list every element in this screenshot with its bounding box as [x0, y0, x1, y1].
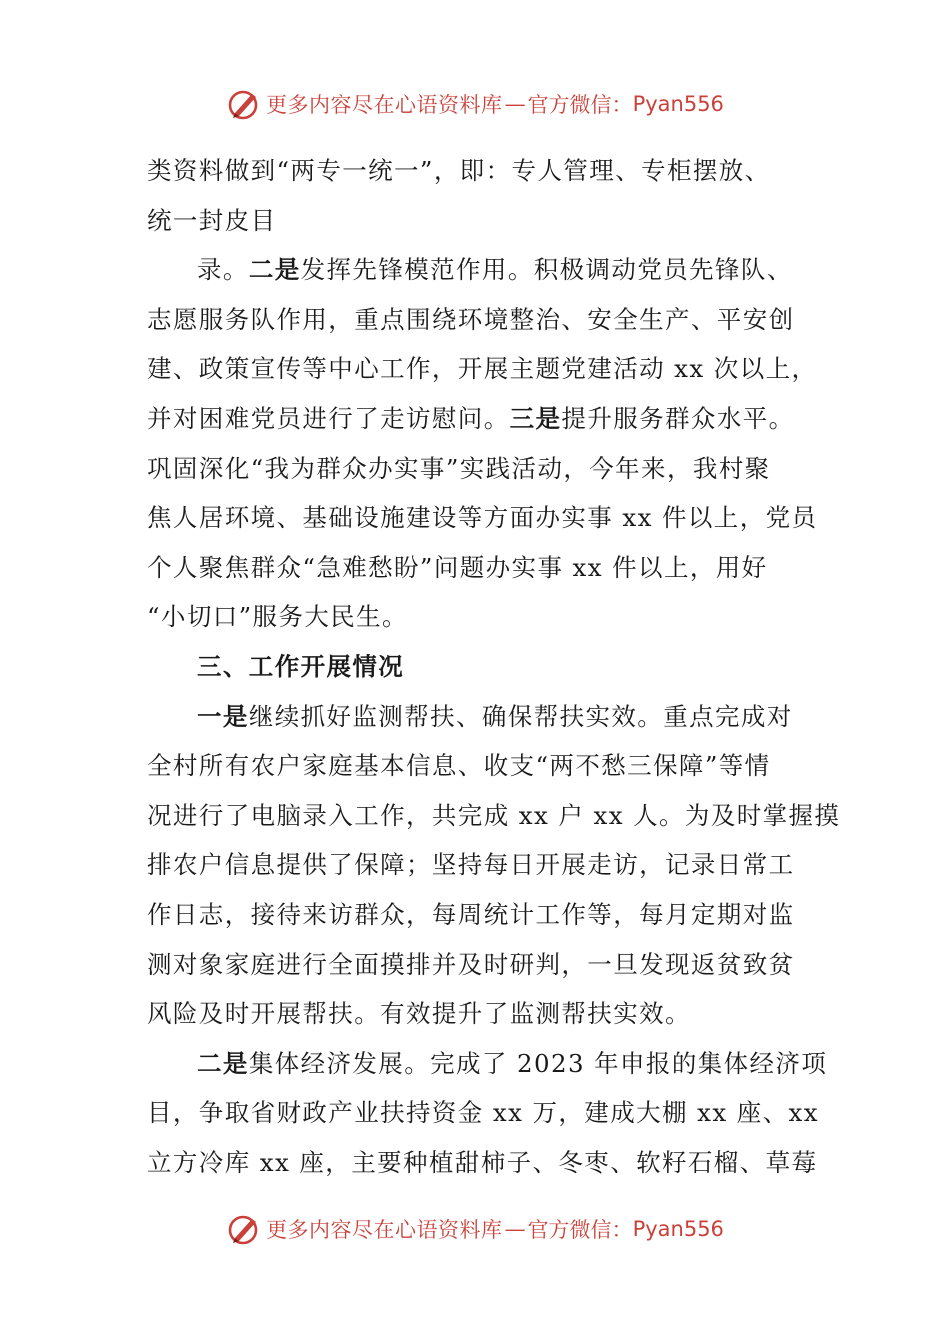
- paragraph-line: [147, 543, 807, 593]
- paragraph-line: [147, 245, 807, 295]
- body-text: 风险及时开展帮扶。有效提升了监测帮扶实效。: [147, 999, 691, 1029]
- body-text: 三、工作开展情况: [197, 651, 405, 681]
- watermark-wechat-id: Pyan556: [632, 1217, 724, 1241]
- watermark-text: 更多内容尽在心语资料库: [266, 1218, 503, 1242]
- paragraph-line: [147, 493, 818, 543]
- paragraph-line: [147, 394, 807, 444]
- body-text: 建、政策宣传等中心工作，开展主题党建活动 xx 次以上，: [147, 354, 818, 384]
- emphasis-text: 二是: [197, 1048, 249, 1078]
- body-text: 作日志，接待来访群众，每周统计工作等，每月定期对监: [147, 899, 795, 929]
- body-text: 全村所有农户家庭基本信息、收支“两不愁三保障”等情: [147, 751, 771, 781]
- watermark-text: 更多内容尽在心语资料库: [266, 93, 503, 117]
- paragraph-line: [147, 1088, 819, 1138]
- emphasis-text: 三是: [509, 403, 562, 433]
- emphasis-text: 一是: [197, 701, 249, 731]
- body-text: 况进行了电脑录入工作，共完成 xx 户 xx 人。为及时掌握摸: [147, 800, 841, 830]
- paragraph-line: [147, 692, 807, 742]
- body-text: 巩固深化“我为群众办实事”实践活动，今年来，我村聚: [147, 453, 771, 483]
- document-body: [147, 146, 841, 1187]
- body-text: 集体经济发展。完成了 2023 年申报的集体经济项: [248, 1048, 828, 1078]
- paragraph-line: [147, 890, 807, 940]
- watermark-suffix: 官方微信：: [527, 1218, 633, 1242]
- paragraph-line: [147, 940, 807, 990]
- body-text: 志愿服务队作用，重点围绕环境整治、安全生产、平安创: [147, 304, 795, 334]
- paragraph-line: [147, 592, 807, 642]
- paragraph-line: [147, 741, 807, 791]
- pen-logo-icon: [226, 86, 262, 122]
- footer-watermark: [0, 1209, 950, 1249]
- paragraph-line: [147, 344, 818, 394]
- watermark-dash: —: [504, 92, 526, 116]
- paragraph-line: [147, 146, 807, 196]
- emphasis-text: 二是: [248, 255, 301, 285]
- paragraph-line: [147, 196, 807, 246]
- body-text: 立方冷库 xx 座，主要种植甜柿子、冬枣、软籽石榴、草莓: [147, 1147, 818, 1177]
- body-text: 测对象家庭进行全面摸排并及时研判，一旦发现返贫致贫: [147, 949, 795, 979]
- section-heading: [147, 642, 807, 692]
- body-text: 目，争取省财政产业扶持资金 xx 万，建成大棚 xx 座、xx: [147, 1098, 819, 1128]
- body-text: 个人聚焦群众“急难愁盼”问题办实事 xx 件以上，用好: [147, 552, 768, 582]
- body-text: 排农户信息提供了保障；坚持每日开展走访，记录日常工: [147, 850, 795, 880]
- paragraph-line: [147, 791, 841, 841]
- body-text: 录。: [197, 255, 249, 285]
- watermark-wechat-id: Pyan556: [632, 92, 724, 116]
- header-watermark: [0, 84, 950, 124]
- body-text: 提升服务群众水平。: [561, 403, 795, 433]
- body-text: 并对困难党员进行了走访慰问。: [147, 403, 510, 433]
- paragraph-line: [147, 989, 807, 1039]
- body-text: 统一封皮目: [147, 205, 277, 235]
- paragraph-line: [147, 840, 807, 890]
- body-text: 发挥先锋模范作用。积极调动党员先锋队、: [300, 255, 793, 285]
- watermark-dash: —: [504, 1217, 526, 1241]
- paragraph-line: [147, 295, 807, 345]
- pen-logo-icon: [226, 1211, 262, 1247]
- paragraph-line: [147, 1138, 818, 1188]
- body-text: 类资料做到“两专一统一”，即：专人管理、专柜摆放、: [147, 156, 771, 185]
- watermark-suffix: 官方微信：: [527, 93, 633, 117]
- paragraph-line: [147, 444, 807, 494]
- paragraph-line: [147, 1039, 828, 1089]
- body-text: “小切口”服务大民生。: [147, 602, 408, 632]
- body-text: 继续抓好监测帮扶、确保帮扶实效。重点完成对: [248, 701, 793, 731]
- body-text: 焦人居环境、基础设施建设等方面办实事 xx 件以上，党员: [147, 503, 818, 533]
